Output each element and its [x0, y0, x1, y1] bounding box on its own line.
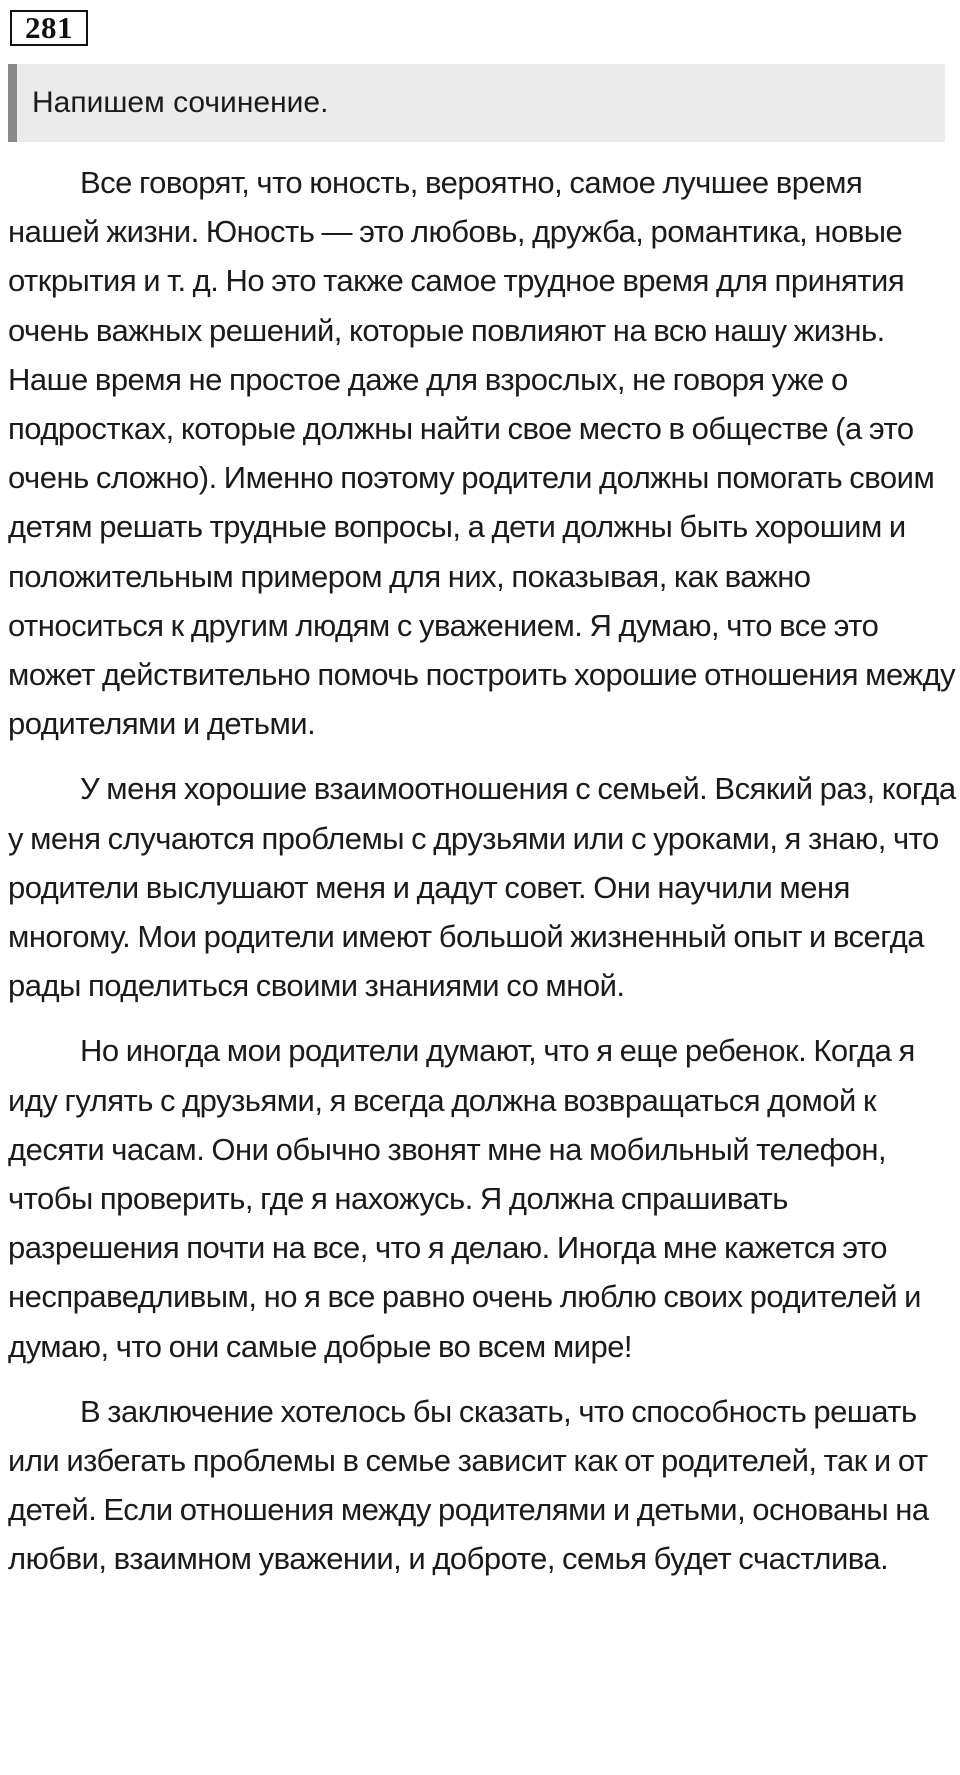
task-box: [8, 64, 945, 142]
essay-paragraph-3: Но иногда мои родители думают, что я еще ребенок. Когда я иду гулять с друзьями, я всегда должна возвращаться домой к десяти часам. Они обычно звонят мне на мобильный телефон, чтобы проверить, где я нахожусь. Я должна спрашивать разрешения почти на все, что я делаю. Иногда мне кажется это несправедливым, но я все равно очень люблю своих родителей и думаю, что они самые добрые во всем мире!: [8, 1033, 921, 1364]
essay-text: [8, 158, 958, 1600]
essay-paragraph-1: Все говорят, что юность, вероятно, самое лучшее время нашей жизни. Юность — это любовь, дружба, романтика, новые открытия и т. д. Но это также самое трудное время для принятия очень важных решений, которые повлияют на всю нашу жизнь. Наше время не простое даже для взрослых, не говоря уже о подростках, которые должны найти свое место в обществе (а это очень сложно). Именно поэтому родители должны помогать своим детям решать трудные вопросы, а дети должны быть хорошим и положительным примером для них, показывая, как важно относиться к другим людям с уважением. Я думаю, что все это может действительно помочь построить хорошие отношения между родителями и детьми.: [8, 165, 956, 742]
essay-paragraph-4: В заключение хотелось бы сказать, что способность решать или избегать проблемы в семье зависит как от родителей, так и от детей. Если отношения между родителями и детьми, основаны на любви, взаимном уважении, и доброте, семья будет счастлива.: [8, 1393, 929, 1577]
task-text: Напишем сочинение.: [32, 86, 329, 119]
essay-paragraph-2: У меня хорошие взаимоотношения с семьей. Всякий раз, когда у меня случаются проблемы с друзьями или с уроками, я знаю, что родители выслушают меня и дадут совет. Они научили меня многому. Мои родители имеют большой жизненный опыт и всегда рады поделиться своими знаниями со мной.: [8, 771, 956, 1004]
exercise-number: 281: [10, 10, 88, 46]
